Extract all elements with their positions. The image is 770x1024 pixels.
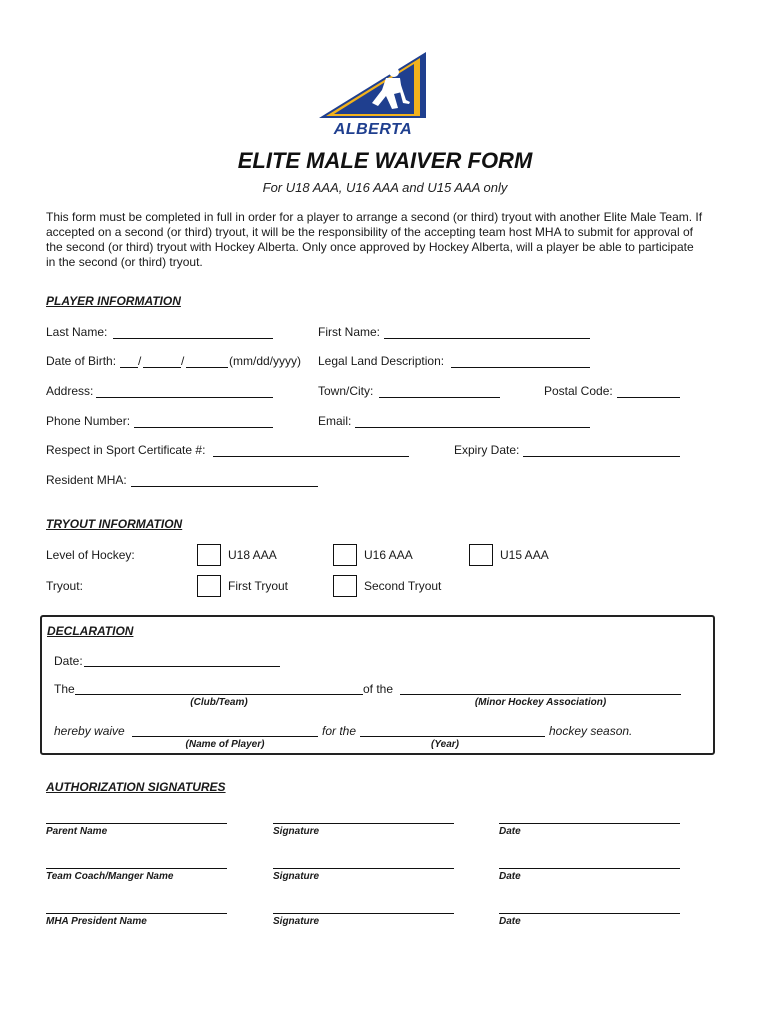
- intro-paragraph: This form must be completed in full in order for a player to arrange a second (or third) tryout with another Elite Male Team. If accepted on a second (or third) tryout, it will be the responsibility of the accepting team host MHA to submit for approval of the second (or third) tryout with Hockey Alberta. Only once approved by Hockey Alberta, will a player be able to participate in the second (or third) tryout.: [46, 210, 703, 269]
- address-field[interactable]: [96, 397, 273, 398]
- last-name-field[interactable]: [113, 338, 273, 339]
- parent-name-caption: Parent Name: [46, 826, 108, 837]
- respect-label: Respect in Sport Certificate #:: [46, 443, 206, 457]
- u15-label: U15 AAA: [500, 548, 549, 562]
- mha-field[interactable]: [400, 694, 681, 695]
- land-label: Legal Land Description:: [318, 354, 445, 368]
- u16-checkbox[interactable]: [333, 544, 357, 566]
- parent-signature-line[interactable]: [273, 823, 454, 824]
- dob-label: Date of Birth:: [46, 354, 117, 368]
- email-label: Email:: [318, 414, 352, 428]
- president-signature-caption: Signature: [273, 916, 320, 927]
- parent-name-line[interactable]: [46, 823, 227, 824]
- of-the-label: of the: [363, 682, 394, 696]
- declaration-heading: DECLARATION: [47, 624, 134, 638]
- phone-field[interactable]: [134, 427, 273, 428]
- u18-checkbox[interactable]: [197, 544, 221, 566]
- u15-checkbox[interactable]: [469, 544, 493, 566]
- resident-mha-field[interactable]: [131, 486, 318, 487]
- dob-separator: /: [181, 354, 185, 368]
- first-tryout-label: First Tryout: [228, 579, 289, 593]
- dob-year-field[interactable]: [186, 367, 228, 368]
- tryout-info-heading: TRYOUT INFORMATION: [46, 517, 183, 531]
- club-team-field[interactable]: [75, 694, 363, 695]
- first-tryout-checkbox[interactable]: [197, 575, 221, 597]
- level-label: Level of Hockey:: [46, 548, 135, 562]
- player-name-caption: (Name of Player): [185, 739, 265, 750]
- page-subtitle: For U18 AAA, U16 AAA and U15 AAA only: [262, 180, 508, 195]
- year-caption: (Year): [431, 739, 459, 750]
- hereby-waive-label: hereby waive: [54, 724, 125, 738]
- expiry-field[interactable]: [523, 456, 680, 457]
- last-name-label: Last Name:: [46, 325, 108, 339]
- president-signature-line[interactable]: [273, 913, 454, 914]
- year-field[interactable]: [360, 736, 545, 737]
- parent-date-caption: Date: [499, 826, 521, 837]
- coach-date-line[interactable]: [499, 868, 680, 869]
- declaration-the-label: The: [54, 682, 75, 696]
- president-date-line[interactable]: [499, 913, 680, 914]
- tryout-label: Tryout:: [46, 579, 83, 593]
- phone-label: Phone Number:: [46, 414, 131, 428]
- second-tryout-checkbox[interactable]: [333, 575, 357, 597]
- first-name-field[interactable]: [384, 338, 590, 339]
- town-field[interactable]: [379, 397, 500, 398]
- u16-label: U16 AAA: [364, 548, 413, 562]
- u18-label: U18 AAA: [228, 548, 277, 562]
- logo-text: ALBERTA: [333, 121, 413, 138]
- postal-field[interactable]: [617, 397, 680, 398]
- dob-format-hint: (mm/dd/yyyy): [229, 354, 301, 368]
- email-field[interactable]: [355, 427, 590, 428]
- parent-date-line[interactable]: [499, 823, 680, 824]
- president-name-caption: MHA President Name: [46, 916, 147, 927]
- player-name-field[interactable]: [132, 736, 318, 737]
- hockey-season-label: hockey season.: [549, 724, 633, 738]
- mha-caption: (Minor Hockey Association): [474, 697, 607, 708]
- postal-label: Postal Code:: [544, 384, 613, 398]
- signatures-heading: AUTHORIZATION SIGNATURES: [46, 780, 226, 794]
- address-label: Address:: [46, 384, 94, 398]
- president-date-caption: Date: [499, 916, 521, 927]
- page-title: ELITE MALE WAIVER FORM: [237, 148, 533, 173]
- coach-name-line[interactable]: [46, 868, 227, 869]
- second-tryout-label: Second Tryout: [364, 579, 442, 593]
- coach-signature-line[interactable]: [273, 868, 454, 869]
- land-field[interactable]: [451, 367, 590, 368]
- dob-separator: /: [138, 354, 142, 368]
- declaration-date-label: Date:: [54, 654, 83, 668]
- parent-signature-caption: Signature: [273, 826, 320, 837]
- declaration-date-field[interactable]: [84, 666, 280, 667]
- coach-date-caption: Date: [499, 871, 521, 882]
- coach-signature-caption: Signature: [273, 871, 320, 882]
- club-team-caption: (Club/Team): [190, 697, 248, 708]
- first-name-label: First Name:: [318, 325, 381, 339]
- president-name-line[interactable]: [46, 913, 227, 914]
- dob-month-field[interactable]: [120, 367, 138, 368]
- dob-day-field[interactable]: [143, 367, 181, 368]
- town-label: Town/City:: [318, 384, 374, 398]
- respect-field[interactable]: [213, 456, 409, 457]
- player-info-heading: PLAYER INFORMATION: [46, 294, 181, 308]
- expiry-label: Expiry Date:: [454, 443, 520, 457]
- coach-name-caption: Team Coach/Manger Name: [46, 871, 174, 882]
- resident-mha-label: Resident MHA:: [46, 473, 127, 487]
- for-the-label: for the: [322, 724, 357, 738]
